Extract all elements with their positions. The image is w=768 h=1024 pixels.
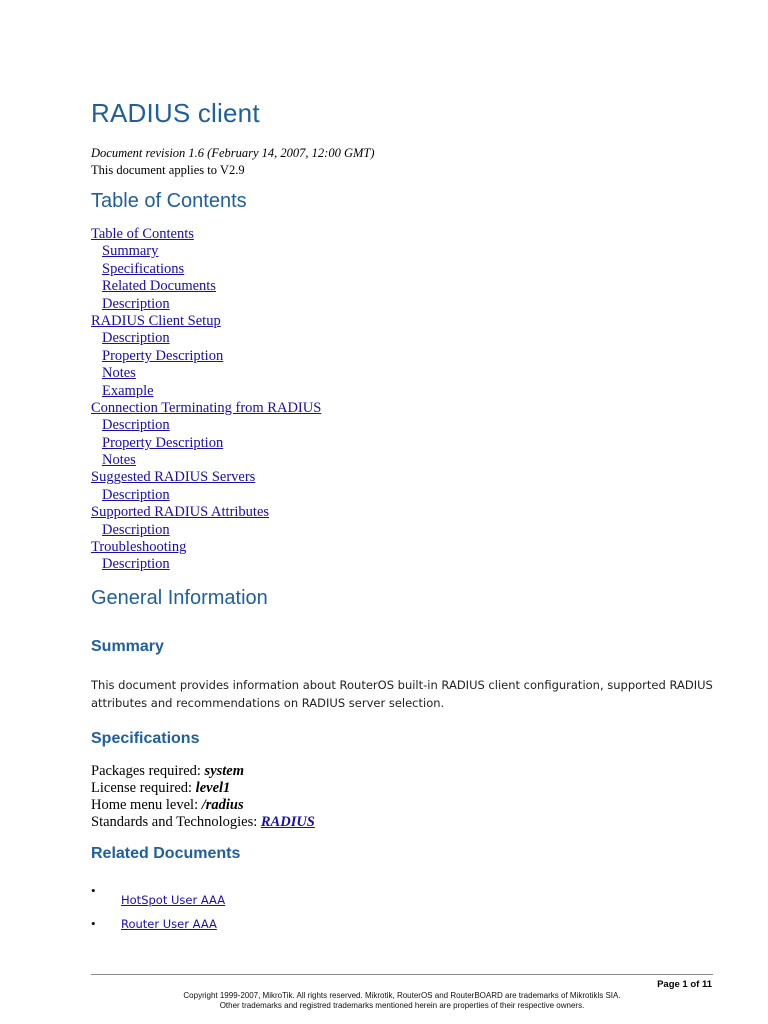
toc-entry: [91, 504, 321, 521]
toc-link-property-description[interactable]: Property Description: [102, 434, 224, 451]
toc-entry: [91, 417, 321, 434]
toc-link-description[interactable]: Description: [102, 417, 170, 434]
toc-link-property-description[interactable]: Property Description: [102, 347, 224, 364]
toc-link-radius-client-setup[interactable]: RADIUS Client Setup: [91, 312, 221, 329]
toc-link-specifications[interactable]: Specifications: [102, 260, 185, 277]
toc-entry: [91, 452, 321, 469]
toc-entry: [91, 261, 321, 278]
toc-entry: [91, 278, 321, 295]
toc-entry: [91, 243, 321, 260]
applies-to: This document applies to V2.9: [91, 163, 245, 177]
toc-entry: [91, 226, 321, 243]
toc-link-description[interactable]: Description: [102, 330, 170, 347]
toc-heading: Table of Contents: [91, 190, 247, 212]
toc-entry: [91, 365, 321, 382]
toc-link-connection-terminating-from-radius[interactable]: Connection Terminating from RADIUS: [91, 399, 322, 416]
spec-packages: [91, 763, 315, 780]
bullet-icon: •: [91, 916, 96, 931]
page-number: Page 1 of 11: [657, 979, 712, 990]
summary-heading: Summary: [91, 638, 164, 655]
spec-packages-value: system: [204, 763, 245, 779]
spec-license: [91, 780, 315, 797]
spec-menu-value: /radius: [201, 797, 244, 813]
specifications-list: [91, 763, 315, 831]
toc-entry: [91, 435, 321, 452]
toc-link-related-documents[interactable]: Related Documents: [102, 278, 216, 295]
related-link-hotspot-user-aaa[interactable]: HotSpot User AAA: [121, 893, 226, 907]
toc-entry: [91, 487, 321, 504]
toc-entry: [91, 469, 321, 486]
toc-link-summary[interactable]: Summary: [102, 243, 159, 260]
toc-entry: [91, 383, 321, 400]
specifications-heading: Specifications: [91, 730, 200, 747]
toc-link-suggested-radius-servers[interactable]: Suggested RADIUS Servers: [91, 469, 256, 486]
toc-link-example[interactable]: Example: [102, 382, 154, 399]
spec-standards-link[interactable]: RADIUS: [260, 814, 315, 830]
spec-license-label: License required:: [91, 780, 196, 796]
toc-link-notes[interactable]: Notes: [102, 452, 136, 469]
toc-entry: [91, 556, 321, 573]
spec-standards-label: Standards and Technologies:: [91, 814, 261, 830]
general-information-heading: General Information: [91, 587, 268, 609]
summary-text: This document provides information about RouterOS built-in RADIUS client configuration, supported RADIUS attributes and recommendations on RADIUS server selection.: [91, 678, 713, 710]
toc-entry: [91, 522, 321, 539]
toc-entry: [91, 400, 321, 417]
bullet-icon: •: [91, 883, 96, 898]
toc-link-notes[interactable]: Notes: [102, 365, 136, 382]
toc-link-table-of-contents[interactable]: Table of Contents: [91, 226, 194, 242]
spec-standards: [91, 814, 315, 831]
footer-divider: [91, 974, 713, 975]
toc-list: [91, 226, 321, 574]
spec-menu-label: Home menu level:: [91, 797, 202, 813]
toc-link-troubleshooting[interactable]: Troubleshooting: [91, 539, 187, 556]
spec-packages-label: Packages required:: [91, 763, 205, 779]
toc-link-supported-radius-attributes[interactable]: Supported RADIUS Attributes: [91, 504, 270, 521]
toc-link-description[interactable]: Description: [102, 521, 170, 538]
footer-copyright: Copyright 1999-2007, MikroTik. All rights reserved. Mikrotik, RouterOS and RouterBOARD are trademarks of Mikrotikls SIA.: [183, 991, 621, 1000]
toc-link-description[interactable]: Description: [102, 556, 170, 573]
footer-trademarks: Other trademarks and registred trademarks mentioned herein are properties of their respective owners.: [219, 1001, 585, 1010]
spec-license-value: level1: [195, 780, 231, 796]
toc-entry: [91, 330, 321, 347]
spec-menu-level: [91, 797, 315, 814]
toc-entry: [91, 313, 321, 330]
document-revision: Document revision 1.6 (February 14, 2007, 12:00 GMT): [91, 146, 375, 160]
page-title: RADIUS client: [91, 98, 260, 128]
related-documents-heading: Related Documents: [91, 845, 241, 862]
toc-link-description[interactable]: Description: [102, 486, 170, 503]
toc-entry: [91, 539, 321, 556]
toc-entry: [91, 296, 321, 313]
toc-entry: [91, 348, 321, 365]
toc-link-description[interactable]: Description: [102, 295, 170, 312]
related-link-router-user-aaa[interactable]: Router User AAA: [121, 917, 217, 931]
